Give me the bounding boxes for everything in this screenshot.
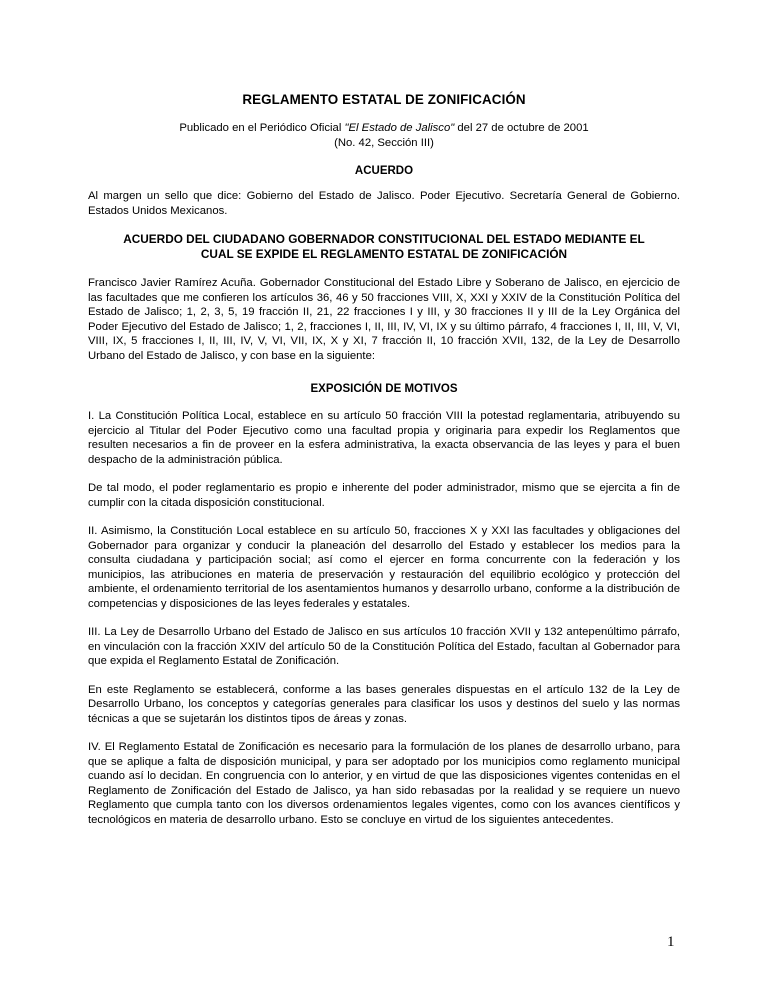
paragraph-iii: III. La Ley de Desarrollo Urbano del Estado de Jalisco en sus artículos 10 fracción XVII y 132 antepenúltimo párrafo, en vinculación con la fracción XXIV del artículo 50 de la Constitución Política del Estado, facultan al Gobernador para que expida el Reglamento Estatal de Zonificación.	[88, 626, 680, 667]
publication-number: (No. 42, Sección III)	[334, 137, 434, 149]
agreement-heading-line1: ACUERDO DEL CIUDADANO GOBERNADOR CONSTITUCIONAL DEL ESTADO MEDIANTE EL	[123, 232, 645, 246]
page-number: 1	[667, 934, 675, 950]
seal-paragraph: Al margen un sello que dice: Gobierno del Estado de Jalisco. Poder Ejecutivo. Secretaría General de Gobierno. Estados Unidos Mexicanos.	[88, 190, 680, 217]
governor-paragraph: Francisco Javier Ramírez Acuña. Gobernador Constitucional del Estado Libre y Soberano de Jalisco, en ejercicio de las facultades que me confieren los artículos 36, 46 y 50 fracciones VIII, X, XXI y XXIV de la Constitución Política del Estado de Jalisco; 1, 2, 3, 5, 19 fracción II, 21, 22 fracciones I y III, y 30 fracciones II y III de la Ley Orgánica del Poder Ejecutivo del Estado de Jalisco; 1, 2, fracciones I, II, III, IV, VI, IX y su último párrafo, 4 fracciones I, II, III, V, VI, VIII, IX, 5 fracciones I, II, III, IV, V, VI, VII, IX, X y XI, 7 fracción II, 10 fracción XVII, 132, de la Ley de Desarrollo Urbano del Estado de Jalisco, y con base en la siguiente:	[88, 277, 680, 362]
exposicion-heading: EXPOSICIÓN DE MOTIVOS	[310, 383, 458, 395]
paragraph-ii: II. Asimismo, la Constitución Local establece en su artículo 50, fracciones X y XXI las facultades y obligaciones del Gobernador para organizar y conducir la planeación del desarrollo del Estado y establecer los medios para la consulta ciudadana y participación social; así como el ejercer en forma concurrente con la federación y los municipios, las atribuciones en materia de preservación y restauración del equilibrio ecológico y protección del ambiente, el ordenamiento territorial de los asentamientos humanos y desarrollo urbano, conforme a la distribución de competencias y disposiciones de las leyes federales y estatales.	[88, 525, 680, 610]
agreement-heading-line2: CUAL SE EXPIDE EL REGLAMENTO ESTATAL DE ZONIFICACIÓN	[200, 247, 568, 261]
document-body	[88, 92, 680, 841]
publication-suffix: del 27 de octubre de 2001	[454, 122, 589, 134]
paragraph-i: I. La Constitución Política Local, establece en su artículo 50 fracción VIII la potestad reglamentaria, atribuyendo su ejercicio al Titular del Poder Ejecutivo como una facultad propia y originaria para expedir los Reglamentos que resulten necesarios a fin de proveer en la esfera administrativa, la exacta observancia de las leyes y para el buen despacho de la administración pública.	[88, 410, 680, 466]
acuerdo-heading: ACUERDO	[354, 165, 414, 177]
document-title: REGLAMENTO ESTATAL DE ZONIFICACIÓN	[242, 92, 526, 107]
newspaper-name: "El Estado de Jalisco"	[344, 122, 455, 134]
paragraph-poder-reglamentario: De tal modo, el poder reglamentario es propio e inherente del poder administrador, mismo que se ejercita a fin de cumplir con la citada disposición constitucional.	[88, 482, 680, 509]
publication-prefix: Publicado en el Periódico Oficial	[179, 122, 345, 134]
publication-line	[88, 121, 680, 136]
paragraph-reglamento-bases: En este Reglamento se establecerá, conforme a las bases generales dispuestas en el artículo 132 de la Ley de Desarrollo Urbano, los conceptos y categorías generales para clasificar los usos y destinos del suelo y las normas técnicas a que se sujetarán los distintos tipos de áreas y zonas.	[88, 683, 680, 725]
agreement-heading	[88, 232, 680, 262]
paragraph-iv: IV. El Reglamento Estatal de Zonificación es necesario para la formulación de los planes de desarrollo urbano, para que se aplique a falta de disposición municipal, y para ser adoptado por los municipios como reglamento municipal cuando así lo decidan. En congruencia con lo anterior, y en virtud de que las disposiciones vigentes contenidas en el Reglamento de Zonificación del Estado de Jalisco, ya han sido rebasadas por la realidad y se requiere un nuevo Reglamento que cumpla tanto con los diversos ordenamientos legales vigentes, como con los avances científicos y tecnológicos en materia de desarrollo urbano. Esto se concluye en virtud de los siguientes antecedentes.	[88, 741, 680, 826]
